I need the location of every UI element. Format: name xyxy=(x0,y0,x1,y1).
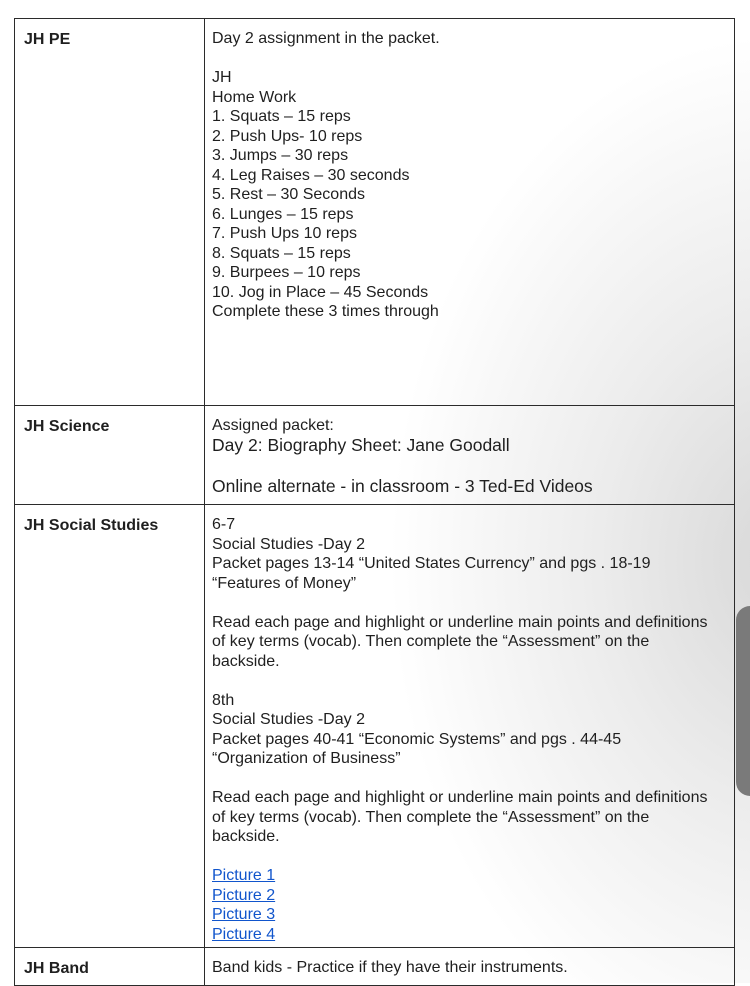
pe-group: JH xyxy=(212,69,232,86)
pe-content xyxy=(205,19,735,406)
exercise-item: 2. Push Ups- 10 reps xyxy=(212,127,363,145)
picture-2-link[interactable]: Picture 2 xyxy=(212,886,276,904)
packet-pages: “Features of Money” xyxy=(212,574,357,592)
side-scroll-handle[interactable] xyxy=(736,606,750,796)
science-line-3: Online alternate - in classroom - 3 Ted-Ed Videos xyxy=(212,475,593,496)
subject-label-science: JH Science xyxy=(15,406,205,505)
social-studies-content xyxy=(205,505,735,948)
packet-pages: “Organization of Business” xyxy=(212,750,401,767)
exercise-item: 7. Push Ups 10 reps xyxy=(212,225,357,242)
picture-1-link[interactable]: Picture 1 xyxy=(212,867,276,884)
science-line-2: Day 2: Biography Sheet: Jane Goodall xyxy=(212,435,510,455)
exercise-item: 1. Squats – 15 reps xyxy=(212,108,351,125)
grade-label: 6-7 xyxy=(212,516,236,533)
section-title: Social Studies -Day 2 xyxy=(212,535,365,553)
exercise-item: 6. Lunges – 15 reps xyxy=(212,205,354,223)
table-row-band xyxy=(15,948,735,986)
exercise-item: 3. Jumps – 30 reps xyxy=(212,147,349,164)
grade-label: 8th xyxy=(212,691,235,709)
exercise-item: 8. Squats – 15 reps xyxy=(212,244,351,262)
exercise-item: 5. Rest – 30 Seconds xyxy=(212,186,365,203)
picture-3-link[interactable]: Picture 3 xyxy=(212,906,276,923)
packet-pages: Packet pages 40-41 “Economic Systems” and pgs . 44-45 xyxy=(212,730,622,748)
section-title: Social Studies -Day 2 xyxy=(212,711,365,728)
instructions: backside. xyxy=(212,652,280,670)
instructions: Read each page and highlight or underline main points and definitions xyxy=(212,789,708,806)
exercise-item: 9. Burpees – 10 reps xyxy=(212,264,361,281)
band-text: Band kids - Practice if they have their instruments. xyxy=(212,959,568,976)
pe-closing: Complete these 3 times through xyxy=(212,303,439,320)
instructions: of key terms (vocab). Then complete the “Assessment” on the xyxy=(212,633,650,650)
picture-4-link[interactable]: Picture 4 xyxy=(212,925,276,943)
science-content xyxy=(205,406,735,505)
subject-label-social-studies: JH Social Studies xyxy=(15,505,205,948)
pe-heading: Home Work xyxy=(212,88,297,106)
exercise-item: 10. Jog in Place – 45 Seconds xyxy=(212,283,429,301)
instructions: of key terms (vocab). Then complete the “Assessment” on the xyxy=(212,808,650,826)
instructions: backside. xyxy=(212,828,280,845)
table-row-science xyxy=(15,406,735,505)
table-row-pe xyxy=(15,19,735,406)
assignment-table xyxy=(14,18,735,986)
pe-intro: Day 2 assignment in the packet. xyxy=(212,30,440,47)
band-content xyxy=(205,948,735,986)
science-line-1: Assigned packet: xyxy=(212,417,334,434)
subject-label-pe: JH PE xyxy=(15,19,205,406)
subject-label-band: JH Band xyxy=(15,948,205,986)
exercise-item: 4. Leg Raises – 30 seconds xyxy=(212,166,410,184)
packet-pages: Packet pages 13-14 “United States Currency” and pgs . 18-19 xyxy=(212,555,651,572)
instructions: Read each page and highlight or underline main points and definitions xyxy=(212,613,708,631)
table-row-social-studies xyxy=(15,505,735,948)
